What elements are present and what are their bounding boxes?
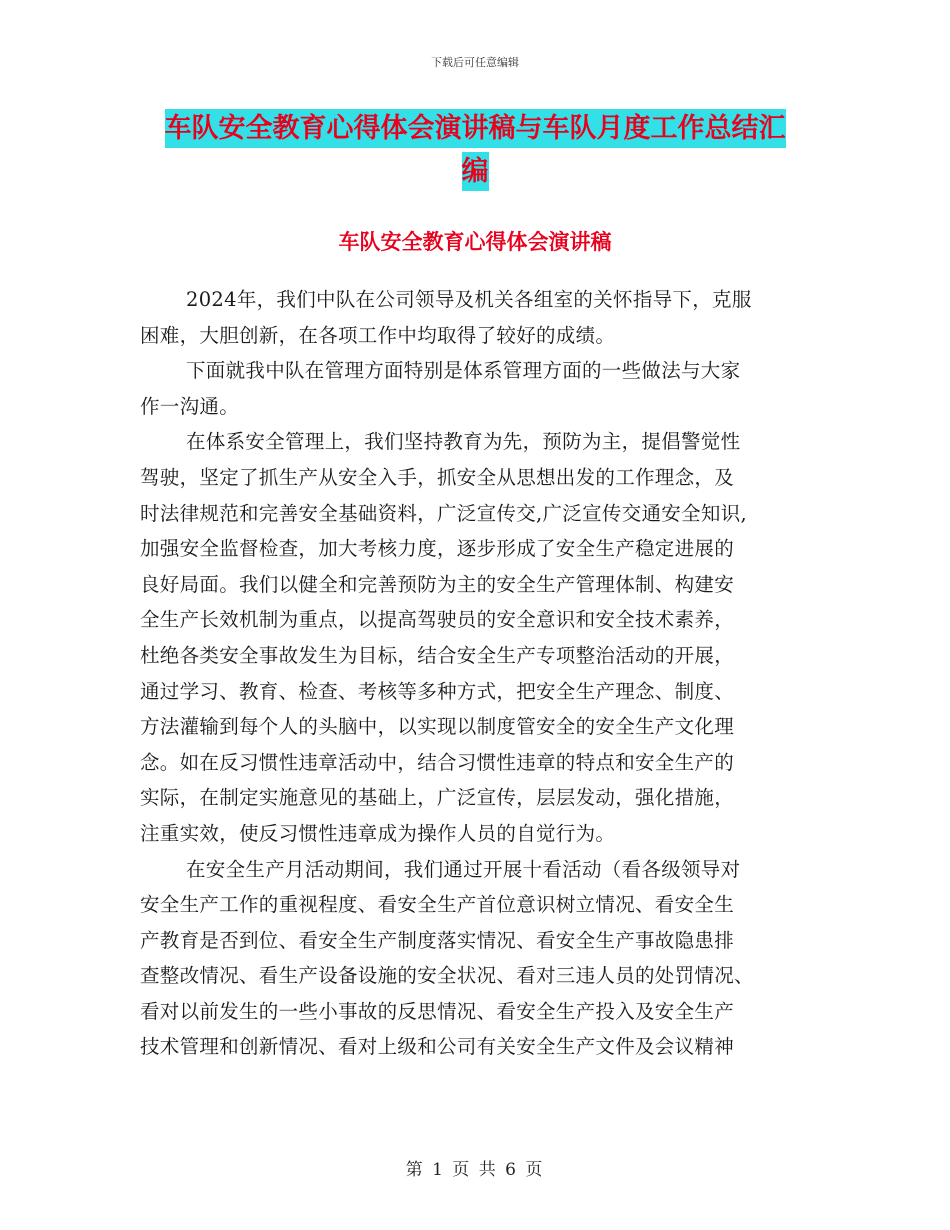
text-line: 实际，在制定实施意见的基础上，广泛宣传，层层发动，强化措施， <box>140 786 735 810</box>
text-line: 产教育是否到位、看安全生产制度落实情况、看安全生产事故隐患排 <box>140 928 735 952</box>
document-title-text-2: 编 <box>462 152 489 191</box>
text-line: 方法灌输到每个人的头脑中，以实现以制度管安全的安全生产文化理 <box>140 715 735 739</box>
text-line: 注重实效，使反习惯性违章成为操作人员的自觉行为。 <box>140 821 616 845</box>
page-footer: 第 1 页 共 6 页 <box>405 1160 545 1180</box>
text-line: 下面就我中队在管理方面特别是体系管理方面的一些做法与大家 <box>186 359 741 383</box>
text-line: 在体系安全管理上，我们坚持教育为先，预防为主，提倡警觉性 <box>186 430 741 454</box>
document-title-text-1: 车队安全教育心得体会演讲稿与车队月度工作总结汇 <box>165 109 786 148</box>
text-line: 2024年，我们中队在公司领导及机关各组室的关怀指导下，克服 <box>186 288 752 311</box>
body-text <box>140 282 812 1065</box>
text-line: 念。如在反习惯性违章活动中，结合习惯性违章的特点和安全生产的 <box>140 750 735 774</box>
text-line: 驾驶，坚定了抓生产从安全入手，抓安全从思想出发的工作理念，及 <box>140 465 735 489</box>
paragraph-2 <box>140 353 812 424</box>
text-line: 加强安全监督检查，加大考核力度，逐步形成了安全生产稳定进展的 <box>140 537 735 561</box>
text-line: 查整改情况、看生产设备设施的安全状况、看对三违人员的处罚情况、 <box>140 964 754 988</box>
text-line: 在安全生产月活动期间，我们通过开展十看活动（看各级领导对 <box>186 857 741 881</box>
text-line: 安全生产工作的重视程度、看安全生产首位意识树立情况、看安全生 <box>140 893 735 917</box>
section-title: 车队安全教育心得体会演讲稿 <box>338 230 612 254</box>
paragraph-3 <box>140 424 812 851</box>
document-title-line-1 <box>0 115 950 142</box>
text-line: 通过学习、教育、检查、考核等多种方式，把安全生产理念、制度、 <box>140 679 735 703</box>
text-line: 技术管理和创新情况、看对上级和公司有关安全生产文件及会议精神 <box>140 1035 735 1059</box>
text-line: 全生产长效机制为重点，以提高驾驶员的安全意识和安全技术素养， <box>140 608 735 632</box>
text-line: 杜绝各类安全事故发生为目标，结合安全生产专项整治活动的开展， <box>140 643 735 667</box>
paragraph-4 <box>140 852 812 1066</box>
header-note: 下载后可任意编辑 <box>431 56 519 69</box>
text-line: 困难，大胆创新，在各项工作中均取得了较好的成绩。 <box>140 323 616 347</box>
text-line: 时法律规范和完善安全基础资料，广泛宣传交,广泛宣传交通安全知识, <box>140 501 747 525</box>
text-line: 良好局面。我们以健全和完善预防为主的安全生产管理体制、构建安 <box>140 572 735 596</box>
text-line: 看对以前发生的一些小事故的反思情况、看安全生产投入及安全生产 <box>140 999 735 1023</box>
paragraph-1 <box>140 282 812 353</box>
document-title-line-2 <box>0 158 950 185</box>
text-line: 作一沟通。 <box>140 394 240 418</box>
